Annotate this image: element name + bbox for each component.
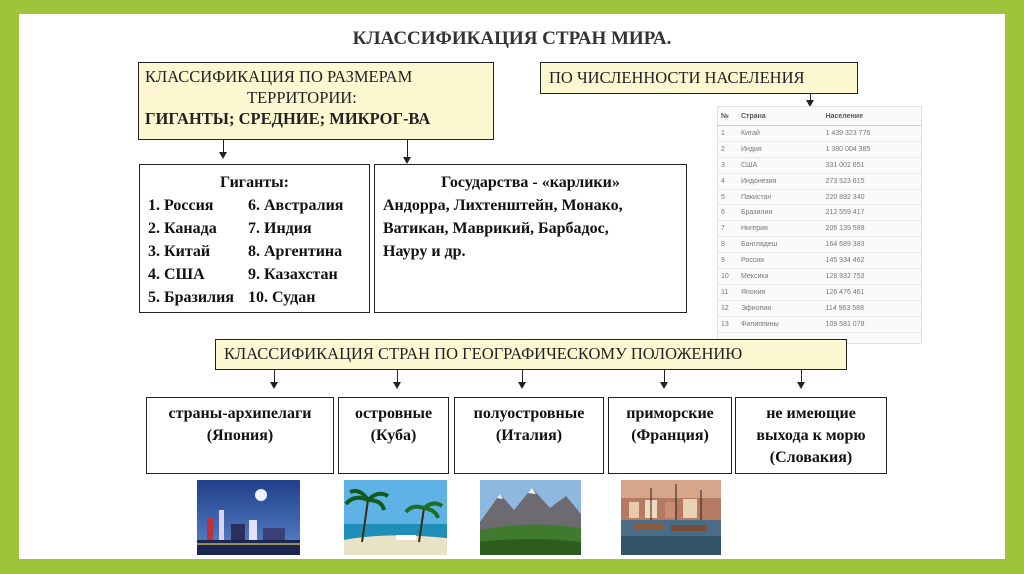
col-header-country: Страна [738,107,823,126]
geo-category-line: не имеющие [766,405,856,422]
geo-category-line: (Словакия) [769,449,853,466]
table-row [718,253,921,269]
geo-category-box [338,397,449,474]
dwarfs-line-3: Науру и др. [383,243,466,260]
number-cell: 9 [718,253,738,269]
population-cell: 109 581 078 [823,316,921,332]
size-classification-box [138,62,494,140]
geo-category-line: полуостровные [473,405,585,422]
table-row [718,205,921,221]
country-cell: Бразилия [738,205,823,221]
geo-category-box [454,397,604,474]
table-row [718,284,921,300]
table-row [718,316,921,332]
geo-category-line: (Куба) [370,427,417,444]
geo-label: КЛАССИФИКАЦИЯ СТРАН ПО ГЕОГРАФИЧЕСКОМУ ПОЛОЖЕНИЮ [224,344,743,363]
population-table [718,107,921,333]
population-cell: 164 689 383 [823,237,921,253]
giants-row [148,194,361,217]
population-cell: 114 963 588 [823,300,921,316]
population-cell: 273 523 615 [823,173,921,189]
giants-box [139,164,370,313]
population-cell: 206 139 589 [823,221,921,237]
number-cell: 2 [718,141,738,157]
table-row [718,221,921,237]
geo-category-box [146,397,334,474]
country-cell: США [738,157,823,173]
photo-france-harbor [621,480,721,555]
country-cell: Япония [738,284,823,300]
geo-category-line: (Япония) [206,427,274,444]
country-cell: Филиппины [738,316,823,332]
country-cell: Индонезия [738,173,823,189]
giants-heading: Гиганты: [220,174,289,191]
giants-row [148,286,361,309]
dwarfs-line-1: Андорра, Лихтенштейн, Монако, [383,197,623,214]
country-cell: Россия [738,253,823,269]
country-cell: Индия [738,141,823,157]
geo-category-line: (Италия) [495,427,563,444]
giants-row [148,263,361,286]
photo-cuba-beach [344,480,447,555]
geo-category-line: приморские [626,405,714,422]
number-cell: 12 [718,300,738,316]
geo-category-box [608,397,732,474]
table-row [718,141,921,157]
giant-country: 8. Аргентина [248,243,343,260]
giants-row [148,217,361,240]
giant-country: 10. Судан [248,289,316,306]
population-cell: 212 559 417 [823,205,921,221]
geo-category-box [735,397,887,474]
giant-country: 1. Россия [148,197,214,214]
table-row [718,269,921,285]
giant-country: 6. Австралия [248,197,344,214]
table-row [718,173,921,189]
geo-classification-box [215,339,847,370]
table-row [718,126,921,142]
geo-category-line: (Франция) [631,427,709,444]
number-cell: 8 [718,237,738,253]
table-row [718,189,921,205]
number-cell: 13 [718,316,738,332]
giant-country: 7. Индия [248,220,312,237]
country-cell: Бангладеш [738,237,823,253]
number-cell: 5 [718,189,738,205]
col-header-number: № [718,107,738,126]
number-cell: 1 [718,126,738,142]
number-cell: 7 [718,221,738,237]
number-cell: 10 [718,269,738,285]
size-line-2: ТЕРРИТОРИИ: [247,88,357,107]
table-row [718,157,921,173]
giant-country: 5. Бразилия [148,289,234,306]
dwarfs-heading: Государства - «карлики» [441,174,620,191]
giants-row [148,240,361,263]
population-cell: 1 380 004 385 [823,141,921,157]
size-line-1: КЛАССИФИКАЦИЯ ПО РАЗМЕРАМ [145,67,413,86]
number-cell: 4 [718,173,738,189]
population-table-panel [717,106,922,344]
dwarfs-line-2: Ватикан, Маврикий, Барбадос, [383,220,609,237]
giant-country: 2. Канада [148,220,217,237]
population-cell: 145 934 462 [823,253,921,269]
geo-category-line: страны-архипелаги [168,405,312,422]
population-label: ПО ЧИСЛЕННОСТИ НАСЕЛЕНИЯ [549,68,805,87]
population-cell: 128 932 753 [823,269,921,285]
country-cell: Нигерия [738,221,823,237]
giant-country: 3. Китай [148,243,211,260]
population-cell: 126 476 461 [823,284,921,300]
population-box [540,62,858,94]
photo-japan-night-city [197,480,300,555]
table-row [718,237,921,253]
slide-title: КЛАССИФИКАЦИЯ СТРАН МИРА. [352,28,672,49]
number-cell: 3 [718,157,738,173]
population-cell: 1 439 323 776 [823,126,921,142]
giants-list [148,194,361,309]
giant-country: 4. США [148,266,205,283]
country-cell: Пакистан [738,189,823,205]
country-cell: Мексика [738,269,823,285]
population-cell: 331 002 651 [823,157,921,173]
number-cell: 6 [718,205,738,221]
number-cell: 11 [718,284,738,300]
table-row [718,300,921,316]
country-cell: Эфиопия [738,300,823,316]
size-line-3: ГИГАНТЫ; СРЕДНИЕ; МИКРОГ-ВА [145,109,431,128]
geo-category-line: выхода к морю [756,427,866,444]
col-header-population: Население [823,107,921,126]
population-cell: 220 892 340 [823,189,921,205]
dwarfs-box [374,164,687,313]
giant-country: 9. Казахстан [248,266,338,283]
geo-category-line: островные [354,405,433,422]
photo-italy-mountains [480,480,581,555]
country-cell: Китай [738,126,823,142]
